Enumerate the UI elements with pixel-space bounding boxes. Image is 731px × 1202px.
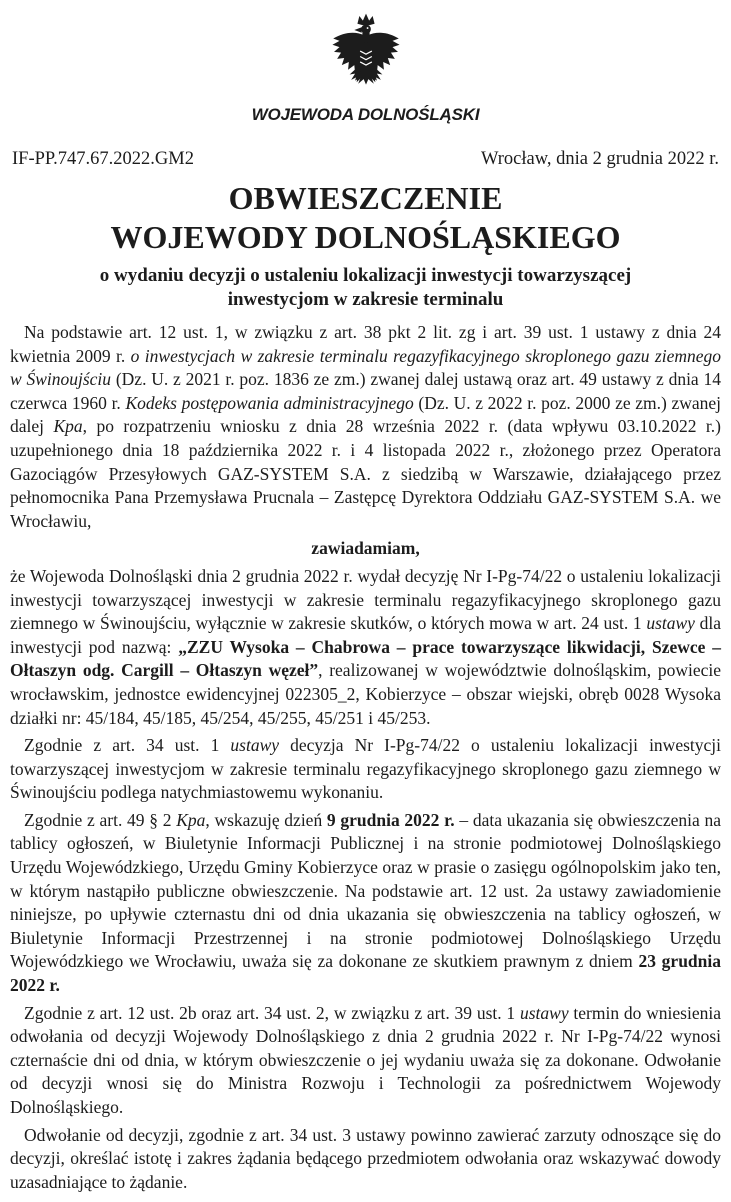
paragraph-publication-dates: Zgodnie z art. 49 § 2 Kpa, wskazuję dzień 9 grudnia 2022 r. – data ukazania się obwieszczenia na tablicy ogłoszeń, w Biuletynie Informacji Publicznej i na stronie podmiotowej Dolnośląskiego Urzędu Wojewódzkiego, Urzędu Gminy Kobierzyce oraz w prasie o zasięgu ogólnopolskim jako ten, w którym nastąpiło publiczne obwieszczenie. Na podstawie art. 12 ust. 2a ustawy zawiadomienie niniejsze, po upływie czternastu dni od dnia ukazania się obwieszczenia na tablicy ogłoszeń, w Biuletynie Informacji Przestrzennej i na stronie podmiotowej Dolnośląskiego Urzędu Wojewódzkiego we Wrocławiu, uważa się za dokonane ze skutkiem prawnym z dniem 23 grudnia 2022 r. [10,809,722,996]
document-title-line-2: WOJEWODY DOLNOŚLĄSKIEGO [110,219,621,255]
document-subtitle [10,264,721,312]
paragraph-decision: że Wojewoda Dolnośląski dnia 2 grudnia 2022 r. wydał decyzję Nr I-Pg-74/22 o ustaleniu lokalizacji inwestycji towarzyszącej inwestycji w zakresie terminalu regazyfikacyjnego skroplonego gazu ziemnego w Świnoujściu, wyłącznie w zakresie skutków, o których mowa w art. 24 ust. 1 ustawy dla inwestycji pod nazwą: „ZZU Wysoka – Chabrowa – prace towarzyszące likwidacji, Szewce – Ołtaszyn odg. Cargill – Ołtaszyn węzeł”, realizowanej w województwie dolnośląskim, powiecie wrocławskim, jednostce ewidencyjnej 022305_2, Kobierzyce – obszar wiejski, obręb 0028 Wysoka działki nr: 45/184, 45/185, 45/254, 45/255, 45/251 i 45/253. [10,565,721,728]
paragraph-immediate-execution: Zgodnie z art. 34 ust. 1 ustawy decyzja Nr I-Pg-74/22 o ustaleniu lokalizacji inwestycji towarzyszącej inwestycjom w zakresie terminalu regazyfikacyjnego skroplonego gazu ziemnego w Świnoujściu podlega natychmiastowemu wykonaniu. [10,735,722,803]
polish-eagle-emblem-icon [327,12,405,101]
paragraph-legal-basis: Na podstawie art. 12 ust. 1, w związku z art. 38 pkt 2 lit. zg i art. 39 ust. 1 ustawy z dnia 24 kwietnia 2009 r. o inwestycjach w zakresie terminalu regazyfikacyjnego skroplonego gazu ziemnego w Świnoujściu (Dz. U. z 2021 r. poz. 1836 ze zm.) zwanej dalej ustawą oraz art. 49 ustawy z dnia 14 czerwca 1960 r. Kodeks postępowania administracyjnego (Dz. U. z 2022 r. poz. 2000 ze zm.) zwanej dalej Kpa, po rozpatrzeniu wniosku z dnia 28 września 2022 r. (data wpływu 03.10.2022 r.) uzupełnionego dnia 18 października 2022 r. i 4 listopada 2022 r., złożonego przez Operatora Gazociągów Przesyłowych GAZ-SYSTEM S.A. z siedzibą w Warszawie, działającego przez pełnomocnika Pana Przemysława Prucnala – Zastępcę Dyrektora Oddziału GAZ-SYSTEM S.A. we Wrocławiu, [10,322,722,531]
place-and-date: Wrocław, dnia 2 grudnia 2022 r. [481,149,719,169]
letterhead [10,12,721,125]
office-name: WOJEWODA DOLNOŚLĄSKI [251,105,480,124]
notification-word: zawiadamiam, [311,538,420,559]
reference-row [10,149,721,170]
paragraph-appeal-requirements: Odwołanie od decyzji, zgodnie z art. 34 ust. 3 ustawy powinno zawierać zarzuty odnoszące się do decyzji, określać istotę i zakres żądania będącego przedmiotem odwołania oraz wskazywać dowody uzasadniające to żądanie. [10,1124,721,1192]
case-number: IF-PP.747.67.2022.GM2 [12,149,194,169]
paragraph-appeal-deadline: Zgodnie z art. 12 ust. 2b oraz art. 34 ust. 2, w związku z art. 39 ust. 1 ustawy termin do wniesienia odwołania od decyzji Wojewody Dolnośląskiego z dnia 2 grudnia 2022 r. Nr I-Pg-74/22 wynosi czternaście dni od dnia, w którym obwieszczenie o jej wydaniu uważa się za dokonane. Odwołanie od decyzji wnosi się do Ministra Rozwoju i Technologii za pośrednictwem Wojewody Dolnośląskiego. [10,1002,721,1117]
document-body [10,321,721,1194]
document-subtitle-line-2: inwestycjom w zakresie terminalu [227,289,504,310]
document-title-line-1: OBWIESZCZENIE [228,180,503,216]
document-title [10,179,721,257]
document-subtitle-line-1: o wydaniu decyzji o ustaleniu lokalizacji inwestycji towarzyszącej [99,265,632,286]
